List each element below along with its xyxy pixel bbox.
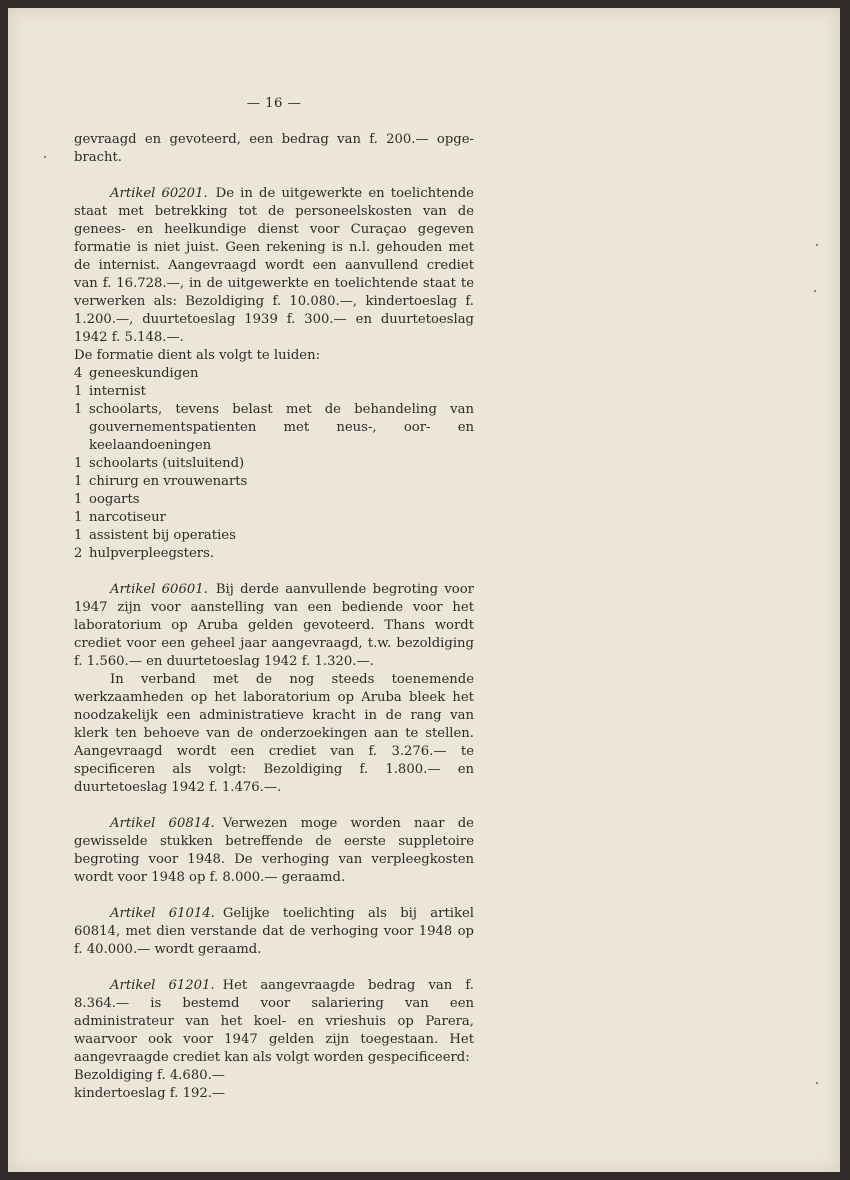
salary-line: Bezoldiging f. 4.680.—	[74, 1068, 225, 1083]
article-60814	[74, 815, 474, 887]
article-label: Artikel 60601.	[110, 582, 208, 597]
article-body: Bij derde aanvullende begroting voor 1947 zijn voor aanstelling van een bediende voor het laboratorium op Aruba gelden gevoteerd. Thans wordt crediet voor een geheel jaar aangevraagd, t.w. bezoldiging f. 1.560.— en duurtetoeslag 1942 f. 1.320.—.	[74, 582, 474, 669]
formation-count: 2	[74, 546, 83, 561]
article-60601-continued: In verband met de nog steeds toenemende werkzaamheden op het laboratorium op Aruba bleek het noodzakelijk een administratieve kracht in de rang van klerk ten behoeve van de onderzoekingen aan te stellen. Aangevraagd wordt een crediet van f. 3.276.— te specificeren als volgt: Bezoldiging f. 1.800.— en duurtetoeslag 1942 f. 1.476.—.	[74, 672, 474, 795]
formation-list-item	[74, 401, 474, 455]
formation-count: 1	[74, 456, 83, 471]
article-body: Het aangevraagde bedrag van f. 8.364.— is bestemd voor salariering van een administrateur van het koel- en vrieshuis op Parera, waarvoor ook voor 1947 gelden zijn toegestaan. Het aangevraagde crediet kan als volgt worden gespecificeerd:	[74, 978, 474, 1065]
formation-role: schoolarts (uitsluitend)	[89, 456, 245, 471]
child-allowance-line: kindertoeslag f. 192.—	[74, 1086, 226, 1101]
document-page	[8, 8, 840, 1172]
formation-list-item	[74, 509, 474, 527]
article-60601	[74, 581, 474, 671]
formation-count: 4	[74, 366, 83, 381]
formation-list-item	[74, 545, 474, 563]
formation-count: 1	[74, 384, 83, 399]
paper-speck	[44, 156, 46, 158]
formation-list-item	[74, 455, 474, 473]
paper-speck	[816, 244, 818, 246]
formation-count: 1	[74, 528, 83, 543]
formation-count: 1	[74, 474, 83, 489]
document-body	[74, 95, 474, 1103]
formation-intro: De formatie dient als volgt te luiden:	[74, 348, 321, 363]
paper-speck	[816, 1082, 818, 1084]
formation-role: assistent bij operaties	[89, 528, 236, 543]
article-body: Gelijke toelichting als bij artikel 60814, met dien verstande dat de verhoging voor 1948 op f. 40.000.— wordt geraamd.	[74, 906, 475, 957]
article-61014	[74, 905, 474, 959]
formation-role: oogarts	[89, 492, 140, 507]
formation-list	[74, 365, 474, 563]
paper-speck	[814, 290, 816, 292]
opening-paragraph: gevraagd en gevoteerd, een bedrag van f. 200.— opge-bracht.	[74, 132, 474, 165]
formation-role: internist	[89, 384, 146, 399]
formation-role: schoolarts, tevens belast met de behandeling van gouvernementspatienten met neus-, oor- en keelaandoeningen	[89, 402, 474, 453]
formation-count: 1	[74, 402, 83, 417]
formation-role: geneeskundigen	[89, 366, 199, 381]
article-body: Verwezen moge worden naar de gewisselde stukken betreffende de eerste suppletoire begroting voor 1948. De verhoging van verpleegkosten wordt voor 1948 op f. 8.000.— geraamd.	[74, 816, 474, 885]
formation-role: chirurg en vrouwenarts	[89, 474, 248, 489]
formation-count: 1	[74, 492, 83, 507]
article-body: De in de uitgewerkte en toelichtende staat met betrekking tot de personeelskosten van de genees- en heelkundige dienst voor Curaçao gegeven formatie is niet juist. Geen rekening is n.l. gehouden met de internist. Aangevraagd wordt een aanvullend crediet van f. 16.728.—, in de uitgewerkte en toelichtende staat te verwerken als: Bezoldiging f. 10.080.—, kindertoeslag f. 1.200.—, duurtetoeslag 1939 f. 300.— en duurtetoeslag 1942 f. 5.148.—.	[74, 186, 474, 345]
article-label: Artikel 60201.	[110, 186, 208, 201]
formation-list-item	[74, 383, 474, 401]
article-label: Artikel 61014.	[110, 906, 215, 921]
page-number: — 16 —	[246, 96, 302, 111]
article-61201	[74, 977, 474, 1067]
formation-list-item	[74, 491, 474, 509]
article-label: Artikel 60814.	[110, 816, 215, 831]
formation-list-item	[74, 365, 474, 383]
formation-count: 1	[74, 510, 83, 525]
formation-list-item	[74, 527, 474, 545]
formation-role: narcotiseur	[89, 510, 166, 525]
article-label: Artikel 61201.	[110, 978, 215, 993]
article-60201	[74, 185, 474, 347]
formation-role: hulpverpleegsters.	[89, 546, 215, 561]
formation-list-item	[74, 473, 474, 491]
